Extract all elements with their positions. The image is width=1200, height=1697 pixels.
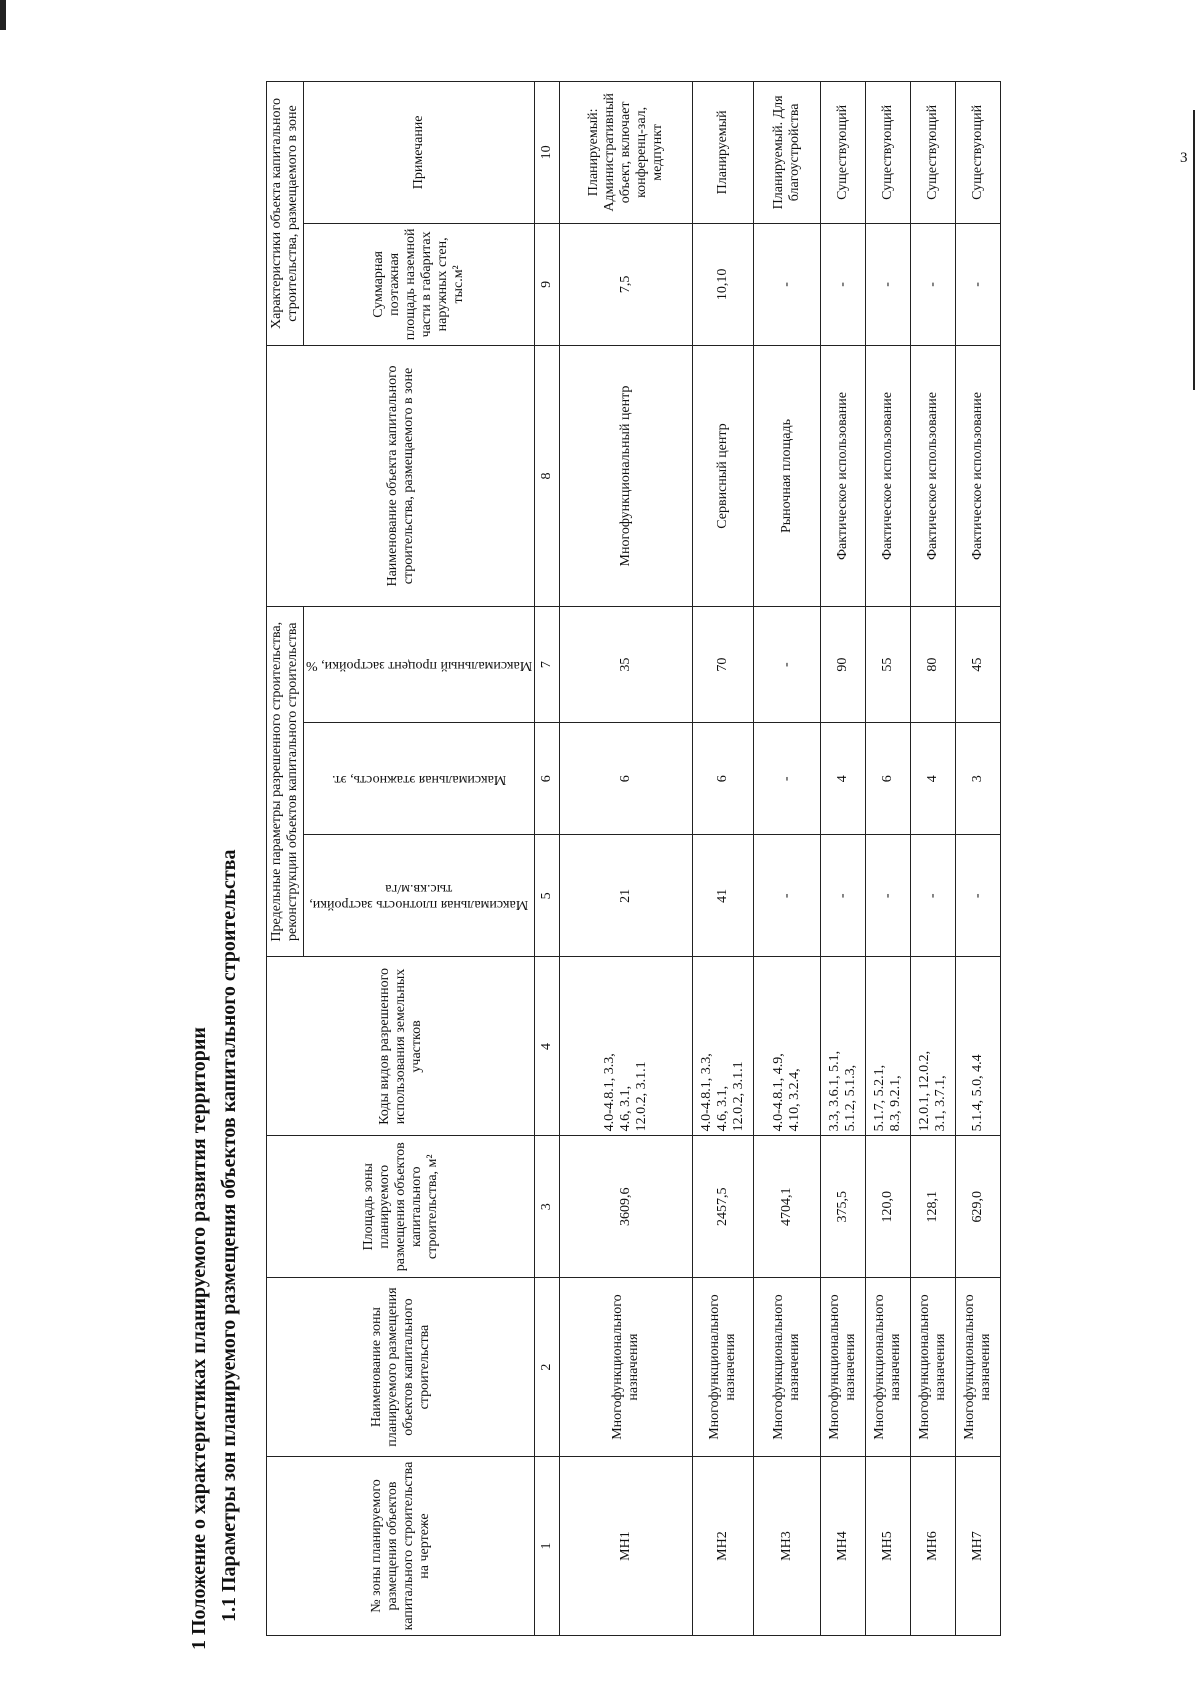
cell-zone-name: Многофункционального назначения — [693, 1278, 754, 1457]
cell-zone-name: Многофункционального назначения — [956, 1278, 1001, 1457]
table-row — [693, 82, 754, 1636]
cell-object: Рыночная площадь — [754, 346, 821, 607]
cell-floors: 6 — [693, 723, 754, 835]
cell-zone: МН2 — [693, 1457, 754, 1636]
cell-area: 3609,6 — [560, 1136, 693, 1278]
cell-codes: 4.0-4.8.1, 4.9, 4.10, 3.2.4, — [754, 957, 821, 1136]
cell-density: - — [911, 835, 956, 957]
cell-floors: 4 — [821, 723, 866, 835]
cell-floor-area: - — [956, 223, 1001, 345]
cell-object: Фактическое использование — [866, 346, 911, 607]
table-row — [560, 82, 693, 1636]
column-number: 4 — [535, 957, 560, 1136]
cell-floor-area: - — [911, 223, 956, 345]
cell-area: 4704,1 — [754, 1136, 821, 1278]
cell-floors: - — [754, 723, 821, 835]
cell-note: Планируемый. Для благоустройства — [754, 82, 821, 224]
cell-note: Существующий — [911, 82, 956, 224]
zone-parameters-table — [266, 81, 1001, 1636]
cell-object: Фактическое использование — [956, 346, 1001, 607]
cell-zone-name: Многофункционального назначения — [821, 1278, 866, 1457]
column-number: 1 — [535, 1457, 560, 1636]
header-zone-number: № зоны планируемого размещения объектов капитального строительства на чертеже — [267, 1457, 535, 1636]
column-number: 3 — [535, 1136, 560, 1278]
cell-density: - — [821, 835, 866, 957]
cell-density: 21 — [560, 835, 693, 957]
cell-percent: 80 — [911, 607, 956, 723]
cell-codes: 4.0-4.8.1, 3.3, 4.6, 3.1, 12.0.2, 3.1.1 — [693, 957, 754, 1136]
cell-codes: 12.0.1, 12.0.2, 3.1, 3.7.1, — [911, 957, 956, 1136]
header-object-name: Наименование объекта капитального строительства, размещаемого в зоне — [267, 346, 535, 607]
section-title: 1 Положение о характеристиках планируемого развития территории — [188, 1027, 210, 1650]
cell-density: - — [866, 835, 911, 957]
cell-note: Существующий — [821, 82, 866, 224]
column-number-row — [535, 82, 560, 1636]
header-max-density — [304, 835, 535, 957]
cell-area: 120,0 — [866, 1136, 911, 1278]
cell-object: Многофункциональный центр — [560, 346, 693, 607]
cell-percent: 70 — [693, 607, 754, 723]
cell-zone: МН1 — [560, 1457, 693, 1636]
header-note: Примечание — [304, 82, 535, 224]
cell-object: Фактическое использование — [821, 346, 866, 607]
cell-floor-area: - — [866, 223, 911, 345]
header-use-codes: Коды видов разрешенного использования земельных участков — [267, 957, 535, 1136]
rotated-sheet — [184, 70, 1024, 1650]
cell-area: 629,0 — [956, 1136, 1001, 1278]
cell-floors: 3 — [956, 723, 1001, 835]
header-max-percent-text: Максимальный процент застройки, % — [306, 657, 533, 673]
cell-density: 41 — [693, 835, 754, 957]
column-number: 10 — [535, 82, 560, 224]
cell-area: 128,1 — [911, 1136, 956, 1278]
cell-note: Существующий — [866, 82, 911, 224]
cell-area: 375,5 — [821, 1136, 866, 1278]
cell-percent: 90 — [821, 607, 866, 723]
cell-area: 2457,5 — [693, 1136, 754, 1278]
page-number: 3 — [1180, 150, 1188, 166]
scan-edge-mark — [0, 0, 6, 30]
cell-percent: 45 — [956, 607, 1001, 723]
header-max-floors — [304, 723, 535, 835]
cell-density: - — [754, 835, 821, 957]
cell-percent: 55 — [866, 607, 911, 723]
margin-line — [1193, 110, 1195, 390]
table-row — [911, 82, 956, 1636]
header-floor-area: Суммарная поэтажная площадь наземной части в габаритах наружных стен, тыс.м² — [304, 223, 535, 345]
cell-zone-name: Многофункционального назначения — [560, 1278, 693, 1457]
cell-floor-area: - — [754, 223, 821, 345]
cell-object: Фактическое использование — [911, 346, 956, 607]
cell-floors: 6 — [560, 723, 693, 835]
table-row — [956, 82, 1001, 1636]
header-max-floors-text: Максимальная этажность, эт. — [331, 771, 507, 787]
cell-codes: 4.0-4.8.1, 3.3, 4.6, 3.1, 12.0.2, 3.1.1 — [560, 957, 693, 1136]
column-number: 6 — [535, 723, 560, 835]
cell-floor-area: - — [821, 223, 866, 345]
column-number: 2 — [535, 1278, 560, 1457]
cell-percent: - — [754, 607, 821, 723]
cell-codes: 5.1.4, 5.0, 4.4 — [956, 957, 1001, 1136]
header-row-1 — [267, 82, 304, 1636]
header-limit-parameters: Предельные параметры разрешенного строительства, реконструкции объектов капитального строительства — [267, 607, 304, 957]
cell-note: Существующий — [956, 82, 1001, 224]
cell-zone-name: Многофункционального назначения — [866, 1278, 911, 1457]
cell-note: Планируемый — [693, 82, 754, 224]
cell-note: Планируемый: Административный объект, включает конференц-зал, медпункт — [560, 82, 693, 224]
header-max-percent — [304, 607, 535, 723]
table-row — [754, 82, 821, 1636]
cell-floors: 6 — [866, 723, 911, 835]
cell-codes: 3.3, 3.6.1, 5.1, 5.1.2, 5.1.3, — [821, 957, 866, 1136]
cell-codes: 5.1.7, 5.2.1, 8.3, 9.2.1, — [866, 957, 911, 1136]
subsection-title: 1.1 Параметры зон планируемого размещения объектов капитального строительства — [218, 849, 240, 1622]
headings — [184, 70, 256, 1650]
cell-density: - — [956, 835, 1001, 957]
column-number: 7 — [535, 607, 560, 723]
header-zone-area: Площадь зоны планируемого размещения объектов капитального строительства, м² — [267, 1136, 535, 1278]
cell-percent: 35 — [560, 607, 693, 723]
cell-zone-name: Многофункционального назначения — [911, 1278, 956, 1457]
table-row — [866, 82, 911, 1636]
cell-zone: МН3 — [754, 1457, 821, 1636]
cell-zone: МН7 — [956, 1457, 1001, 1636]
cell-floor-area: 7,5 — [560, 223, 693, 345]
column-number: 9 — [535, 223, 560, 345]
cell-zone: МН5 — [866, 1457, 911, 1636]
cell-zone: МН4 — [821, 1457, 866, 1636]
cell-floor-area: 10,10 — [693, 223, 754, 345]
header-object-characteristics: Характеристики объекта капитального строительства, размещаемого в зоне — [267, 82, 304, 346]
cell-zone-name: Многофункционального назначения — [754, 1278, 821, 1457]
column-number: 8 — [535, 346, 560, 607]
table-row — [821, 82, 866, 1636]
cell-zone: МН6 — [911, 1457, 956, 1636]
cell-floors: 4 — [911, 723, 956, 835]
header-max-density-text: Максимальная плотность застройки, тыс.кв.м/га — [309, 880, 529, 912]
column-number: 5 — [535, 835, 560, 957]
header-zone-name: Наименование зоны планируемого размещения объектов капитального строительства — [267, 1278, 535, 1457]
cell-object: Сервисный центр — [693, 346, 754, 607]
